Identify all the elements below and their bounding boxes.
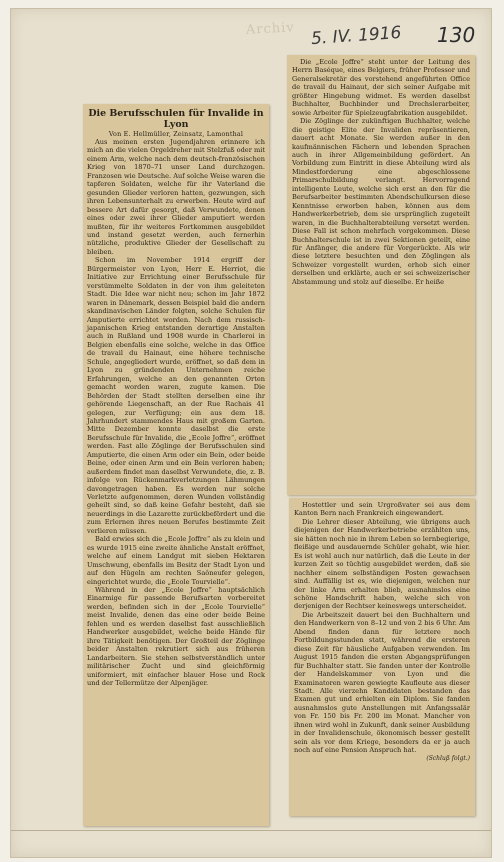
- article-byline: Von E. Hellmüller, Zeinsatz, Lamonthal: [108, 130, 244, 138]
- newspaper-clipping-continuation-top: [287, 55, 475, 495]
- article-paragraph: Die „Ecole Joffre“ steht unter der Leitung des Herrn Baséque, eines Belgiers, früher Professor und Generalsekretär des vorstehend angeführten Office de travail du Hainaut, der sich seiner Aufgabe mit größter Hingebung widmet. Es werden daselbst Buchhalter, Buchbinder und Drechslerarbeiter, sowie Arbeiter für Spielzeugfabrikation ausgebildet.: [292, 58, 470, 117]
- article-paragraph: Die Zöglinge der zukünftigen Buchhalter, welche die geistige Elite der Invaliden repräsentieren, dauert acht Monate. Sie werden außer in den kaufmännischen Fächern und lebenden Sprachen auch in ihrer Allgemeinbildung gefördert. An Vorbildung zum Eintritt in diese Abteilung wird als Mindestforderung eine abgeschlossene Primarschulbildung verlangt. Hervorragend intelligente Leute, welche sich erst an den für die Berufsarbeiter bestimmten Abendschulkursen diese Kenntnisse erworben haben, können aus dem Handwerkerbetrieb, dem sie ursprünglich zugeteilt waren, in die Buchhalterabteilung versetzt werden. Diese Fall ist schon mehrfach vorgekommen. Diese Buchhalterschule ist in zwei Sektionen geteilt, eine für Anfänger, die andere für Vorgerückte. Als wir diese letztere besuchten und den Zöglingen als Schweizer vorgestellt wurden, erhob sich einer derselben und erklärte, auch er sei schweizerischer Abstammung und stolz auf dieselbe. Er heiße: [292, 117, 470, 286]
- article-paragraph: Schon im November 1914 ergriff der Bürgermeister von Lyon, Herr E. Herriot, die Initiative zur Errichtung einer Berufsschule für verstümmelte Soldaten in der von ihm geleiteten Stadt. Die Idee war nicht neu; schon im Jahr 1872 waren in Dänemark, dessen Beispiel bald die andern skandinavischen Länder folgten, solche Schulen für Amputierte errichtet worden. Nach dem russisch-japanischen Krieg entstanden derartige Anstalten auch in Rußland und 1908 wurde in Charleroi in Belgien ebenfalls eine solche, welche in das Office de travail du Hainaut, eine höhere technische Schule, angegliedert wurde, eröffnet, so daß dem in Lyon zu gründenden Unternehmen reiche Erfahrungen, welche an den genannten Orten gemacht worden waren, zugute kamen. Die Behörden der Stadt stellten derselben eine ihr gehörende Liegenschaft, an der Rue Rachais 41 gelegen, zur Verfügung; ein aus dem 18. Jahrhundert stammendes Haus mit großem Garten. Mitte Dezember konnte daselbst die erste Berufsschule für Invalide, die „Ecole Joffre“, eröffnet werden. Fast alle Zöglinge der Berufsschulen sind Amputierte, die einen Arm oder ein Bein, oder beide Beine, oder einen Arm und ein Bein verloren haben; außerdem findet man daselbst Verwundete, die, z. B. infolge von Rückenmarkverletzungen Lähmungen davongetragen haben. Es werden nur solche Verletzte aufgenommen, deren Wunden vollständig geheilt sind, so daß keine Gefahr besteht, daß sie neuerdings in die Lazarette zurückbefördert und die zum Erlernen ihres neuen Berufes bestimmte Zeit verlieren müssen.: [87, 256, 265, 535]
- article-paragraph: Während in der „Ecole Joffre“ hauptsächlich Einarmige für passende Berufsarten vorbereitet werden, befinden sich in der „Ecole Tourvielle“ meist Invalide, denen das eine oder beide Beine fehlen und es werden daselbst fast ausschließlich Handwerker ausgebildet, welche beide Hände für ihre Tätigkeit benötigen. Der Großteil der Zöglinge beider Anstalten rekrutiert sich aus früheren Landarbeitern. Sie stehen selbstverständlich unter militärischer Zucht und sind gleichförmig uniformiert, mit einfacher blauer Hose und Rock und der Tellermütze der Alpenjäger.: [87, 586, 265, 687]
- faded-stamp: Archiv: [245, 20, 296, 38]
- article-paragraph: Die Lehrer dieser Abteilung, wie übrigens auch diejenigen der Handwerkerbetriebe erzählten uns, sie hätten noch nie in ihrem Leben so lernbegierige, fleißige und ausdauernde Schüler gehabt, wie hier. Es ist wohl auch nur natürlich, daß die Leute in der kurzen Zeit so tüchtig ausgebildet werden, daß sie nachher einem selbständigen Posten gewachsen sind. Auffällig ist es, wie diejenigen, welchen nur der linke Arm erhalten blieb, ausnahmslos eine schöne Handschrift haben, welche sich von derjenigen der Rechtser keineswegs unterscheidet.: [294, 517, 470, 611]
- article-paragraph: Aus meinen ersten Jugendjahren erinnere ich mich an die vielen Orgeldreher mit Stelzfuß oder mit einem Arm, welche nach dem deutsch-französischen Krieg von 1870–71 unser Land durchzogen. Franzosen wie Deutsche. Auf solche Weise waren die tapferen Soldaten, welche für ihr Vaterland die gesunden Glieder verloren hatten, gezwungen, sich ihren Lebensunterhalt zu erwerben. Heute wird auf bessere Art dafür gesorgt, daß Verwundete, denen eines oder zwei ihrer Glieder amputiert werden mußten, für ihr weiteres Fortkommen ausgebildet und instand gesetzt werden, auch fernerhin nützliche, produktive Glieder der Gesellschaft zu bleiben.: [87, 138, 266, 256]
- article-title: Die Berufsschulen für Invalide in Lyon: [88, 108, 264, 130]
- article-paragraph: Die Arbeitszeit dauert bei den Buchhaltern und den Handwerkern von 8–12 und von 2 bis 6 Uhr. Am Abend finden dann für letztere noch Fortbildungsstunden statt, während die ersteren diese Zeit für häusliche Aufgaben verwenden. Im August 1915 fanden die ersten Abgangsprüfungen für Buchhalter statt. Sie fanden unter der Kontrolle der Handelskammer von Lyon und die Examinatoren waren gewiegte Kaufleute aus dieser Stadt. Alle vierzehn Kandidaten bestanden das Examen gut und erhielten ein Diplom. Sie fanden ausnahmslos gute Anstellungen mit Anfangssalär von Fr. 150 bis Fr. 200 im Monat. Mancher von ihnen wird wohl in Zukunft, dank seiner Ausbildung in der Invalidenschule, ökonomisch besser gestellt sein als vor dem Kriege, besonders da er ja auch noch auf eine Pension Anspruch hat.: [294, 610, 470, 755]
- to-be-continued-note: (Schluß folgt.): [426, 754, 470, 762]
- handwritten-page-number: 130: [437, 23, 476, 47]
- handwritten-date: 5. IV. 1916: [310, 22, 402, 50]
- article-paragraph: Hostettler und sein Urgroßvater sei aus dem Kanton Bern nach Frankreich eingewandert.: [294, 501, 470, 518]
- newspaper-clipping-main: [83, 104, 269, 826]
- newspaper-clipping-continuation-bottom: [289, 498, 475, 816]
- article-paragraph: Bald erwies sich die „Ecole Joffre“ als zu klein und es wurde 1915 eine zweite ähnliche Anstalt eröffnet, welche auf einem Landgut mit sieben Hektaren Umschwung, ebenfalls im Besitz der Stadt Lyon und auf den Hügeln am rechten Saôneufer gelegen, eingerichtet wurde, die „Ecole Tourvielle“.: [87, 535, 265, 586]
